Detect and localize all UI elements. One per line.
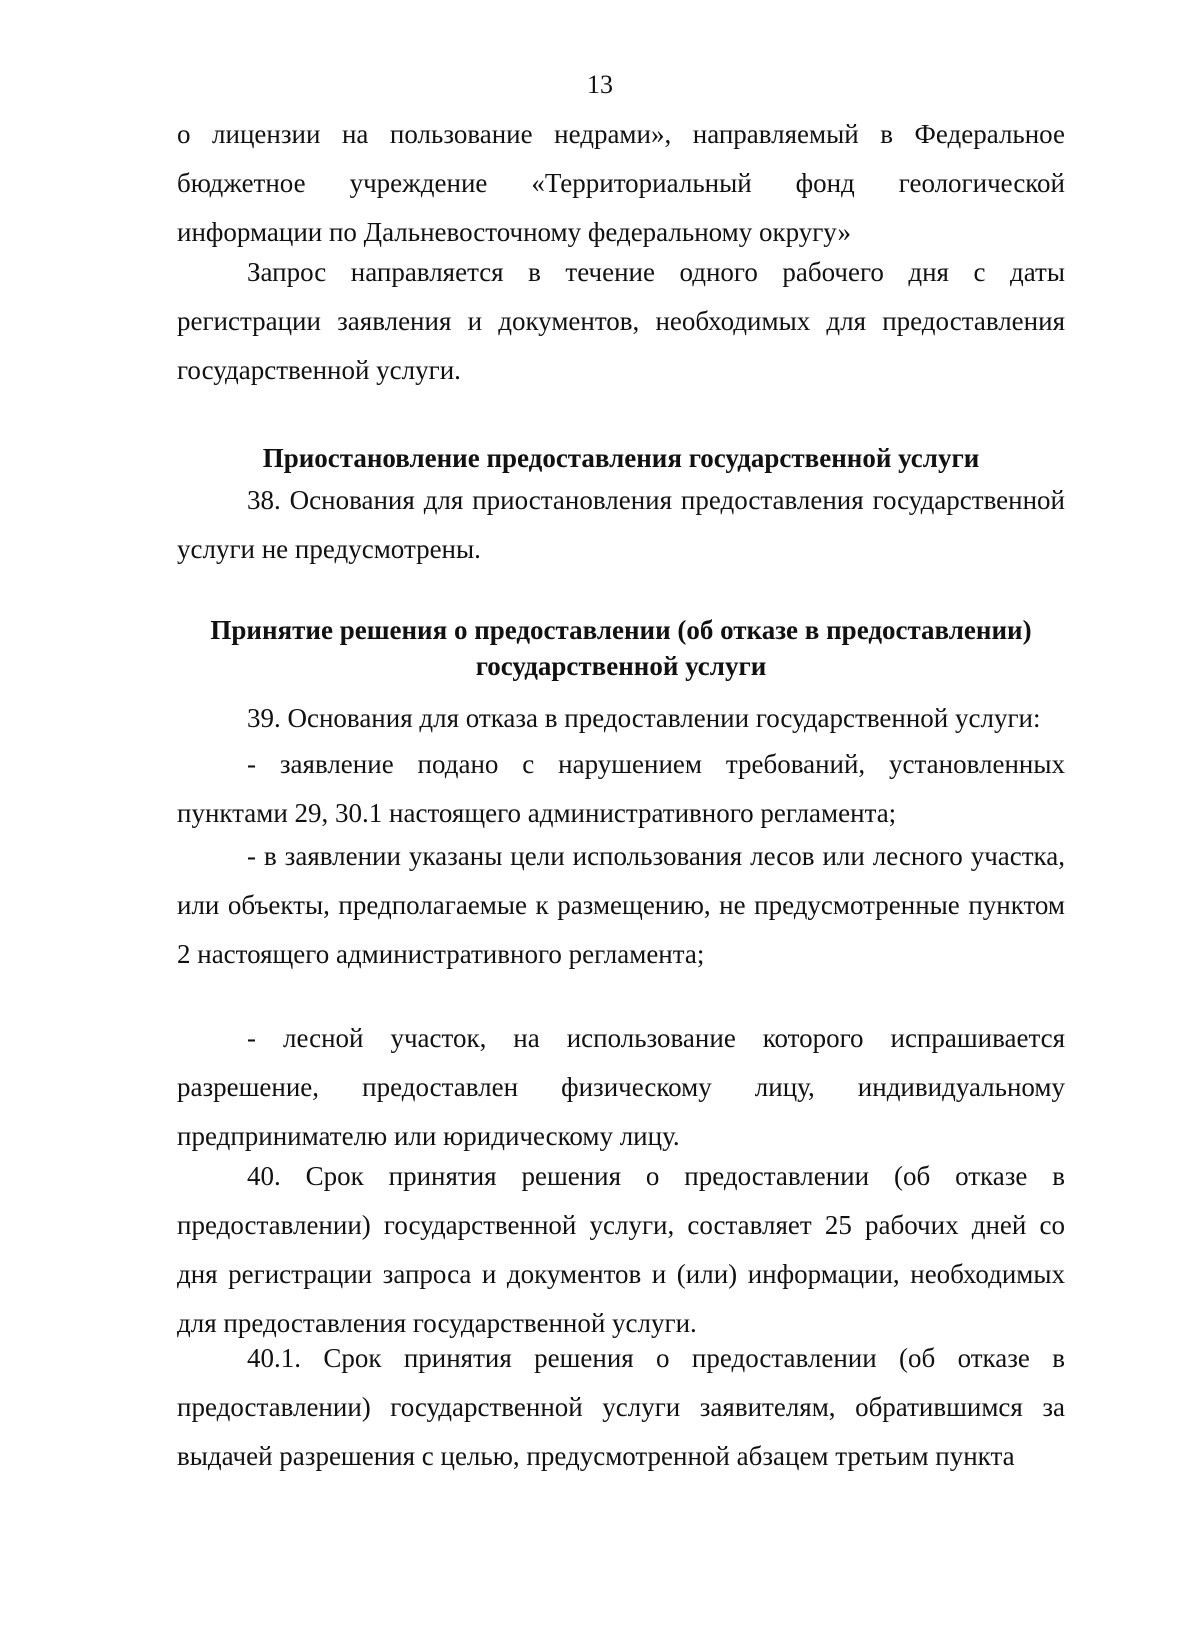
paragraph-39-item-1: - заявление подано с нарушением требований, установленных пунктами 29, 30.1 настоящего административного регламента;: [177, 749, 1065, 828]
paragraph-39: 39. Основания для отказа в предоставлении государственной услуги:: [247, 703, 1041, 733]
heading-decision-line1: Принятие решения о предоставлении (об отказе в предоставлении): [210, 615, 1032, 645]
heading-suspension: Приостановление предоставления государственной услуги: [262, 443, 980, 473]
paragraph-38: 38. Основания для приостановления предоставления государственной услуги не предусмотрены.: [177, 485, 1065, 564]
paragraph-license-request: о лицензии на пользование недрами», направляемый в Федеральное бюджетное учреждение «Территориальный фонд геологической информации по Дальневосточному федеральному округу»: [177, 119, 1065, 247]
paragraph-40-1: 40.1. Срок принятия решения о предоставлении (об отказе в предоставлении) государственной услуги заявителям, обратившимся за выдачей разрешения с целью, предусмотренной абзацем третьим пункта: [177, 1343, 1065, 1471]
paragraph-39-item-2: - в заявлении указаны цели использования лесов или лесного участка, или объекты, предполагаемые к размещению, не предусмотренные пунктом 2 настоящего административного регламента;: [177, 841, 1065, 969]
paragraph-request-timing: Запрос направляется в течение одного рабочего дня с даты регистрации заявления и документов, необходимых для предоставления государственной услуги.: [177, 257, 1065, 385]
paragraph-39-item-3: - лесной участок, на использование которого испрашивается разрешение, предоставлен физическому лицу, индивидуальному предпринимателю или юридическому лицу.: [177, 1023, 1065, 1151]
heading-decision-line2: государственной услуги: [475, 651, 767, 681]
heading-decision: [177, 612, 1065, 684]
paragraph-40: 40. Срок принятия решения о предоставлении (об отказе в предоставлении) государственной услуги, составляет 25 рабочих дней со дня регистрации запроса и документов и (или) информации, необходимых для предоставления государственной услуги.: [177, 1161, 1065, 1338]
page-number: 13: [587, 70, 613, 99]
